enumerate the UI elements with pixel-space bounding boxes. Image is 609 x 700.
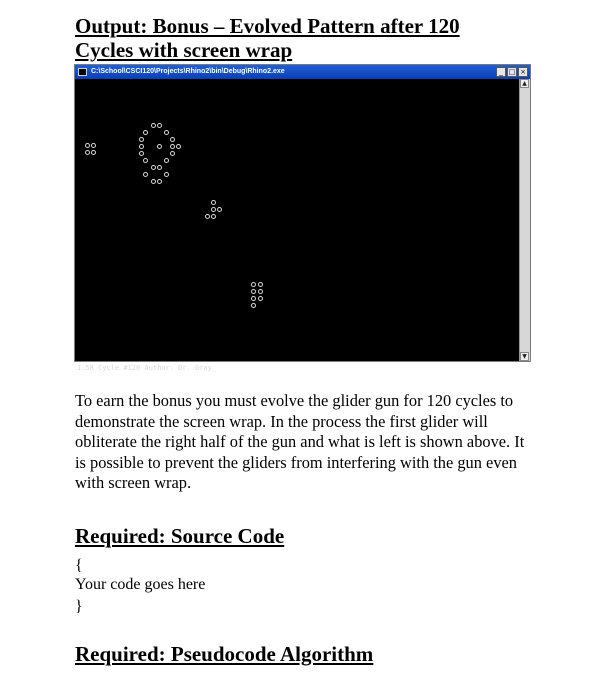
minimize-button[interactable]: _: [496, 67, 506, 77]
live-cell: [258, 282, 263, 287]
section-title-continued: Cycles with screen wrap: [75, 38, 293, 62]
live-cell: [157, 179, 162, 184]
live-cell: [151, 179, 156, 184]
source-code-heading: Required: Source Code: [75, 524, 285, 548]
live-cell: [170, 137, 175, 142]
live-cell: [143, 158, 148, 163]
status-line: 1.58 Cycle #120 Author: Dr. Gray_: [77, 364, 217, 372]
vertical-scrollbar[interactable]: [519, 79, 530, 361]
live-cell: [151, 165, 156, 170]
live-cell: [91, 150, 96, 155]
pseudocode-heading: Required: Pseudocode Algorithm: [75, 642, 374, 666]
section-title: Output: Bonus – Evolved Pattern after 120: [75, 14, 460, 38]
live-cell: [251, 289, 256, 294]
live-cell: [164, 158, 169, 163]
live-cell: [164, 172, 169, 177]
live-cell: [211, 207, 216, 212]
live-cell: [217, 207, 222, 212]
live-cell: [157, 123, 162, 128]
live-cell: [251, 303, 256, 308]
scroll-up-icon[interactable]: ▲: [520, 79, 529, 88]
live-cell: [211, 200, 216, 205]
game-of-life-grid: [75, 79, 520, 372]
live-cell: [139, 137, 144, 142]
code-placeholder: Your code goes here: [75, 576, 206, 593]
live-cell: [170, 151, 175, 156]
live-cell: [258, 296, 263, 301]
live-cell: [164, 130, 169, 135]
console-app-icon: [78, 68, 87, 76]
live-cell: [251, 282, 256, 287]
live-cell: [85, 143, 90, 148]
live-cell: [91, 143, 96, 148]
live-cell: [85, 150, 90, 155]
code-open-brace: {: [75, 557, 83, 574]
live-cell: [157, 165, 162, 170]
maximize-button[interactable]: □: [508, 68, 516, 76]
code-close-brace: }: [75, 598, 83, 615]
live-cell: [176, 144, 181, 149]
live-cell: [139, 144, 144, 149]
live-cell: [211, 214, 216, 219]
live-cell: [143, 172, 148, 177]
scroll-down-icon[interactable]: ▼: [520, 352, 529, 361]
live-cell: [258, 289, 263, 294]
bonus-description: To earn the bonus you must evolve the glider gun for 120 cycles to demonstrate the screen wrap. In the process the first glider will obliterate the right half of the gun and what is left is shown above. It is possible to prevent the gliders from interfering with the gun even with screen wrap.: [75, 391, 525, 492]
live-cell: [251, 296, 256, 301]
console-titlebar[interactable]: [75, 65, 530, 79]
live-cell: [205, 214, 210, 219]
live-cell: [151, 123, 156, 128]
close-button[interactable]: ×: [518, 67, 528, 77]
live-cell: [170, 144, 175, 149]
console-window-screenshot: [74, 64, 531, 372]
live-cell: [143, 130, 148, 135]
console-window-title: C:\School\CSCI120\Projects\Rhino2\bin\Debug\Rhino2.exe: [91, 68, 285, 75]
live-cell: [157, 144, 162, 149]
live-cell: [139, 151, 144, 156]
